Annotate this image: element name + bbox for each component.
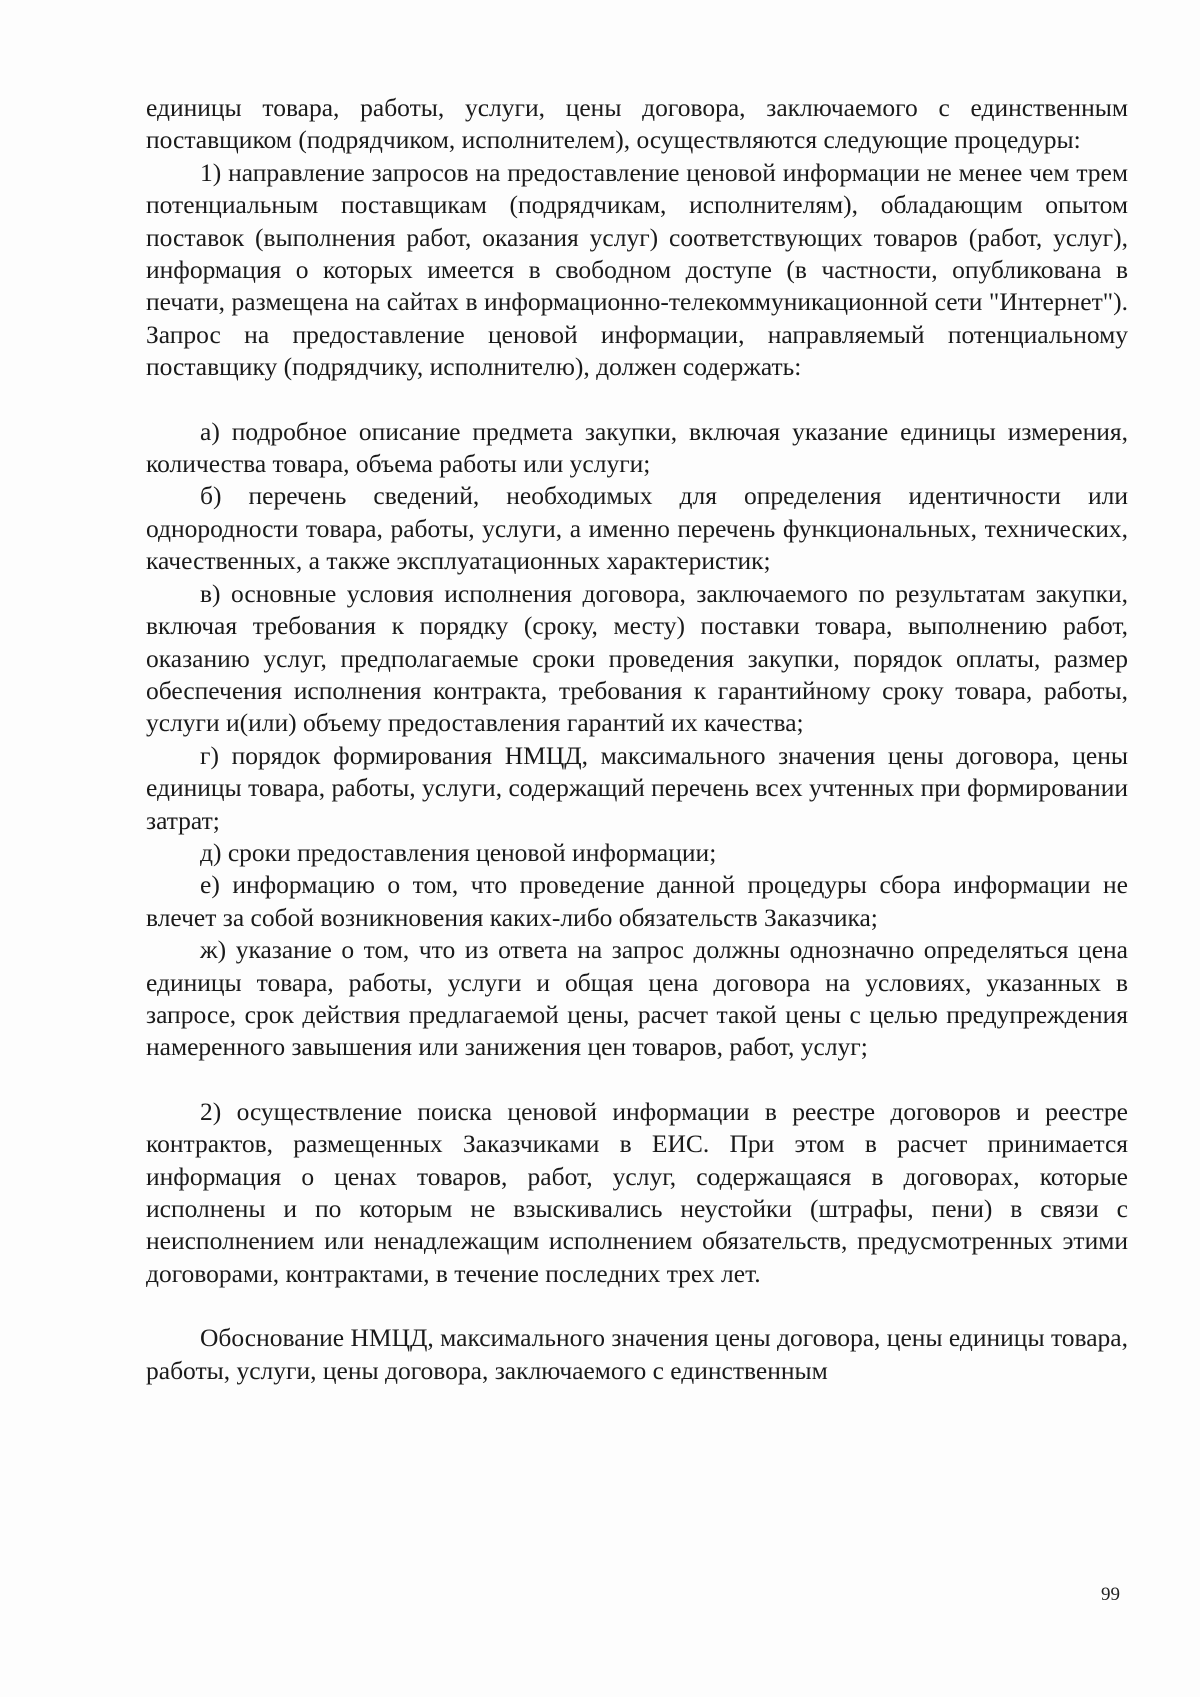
paragraph-subitem-zh: ж) указание о том, что из ответа на запрос должны однозначно определяться цена единицы товара, работы, услуги и общая цена договора на условиях, указанных в запросе, срок действия предлагаемой цены, расчет такой цены с целью предупреждения намеренного завышения или занижения цен товаров, работ, услуг; [146, 935, 1128, 1062]
page-number: 99 [1101, 1584, 1120, 1605]
paragraph-item-1: 1) направление запросов на предоставление ценовой информации не менее чем трем потенциальным поставщикам (подрядчикам, исполнителям), обладающим опытом поставок (выполнения работ, оказания услуг) соответствующих товаров (работ, услуг), информация о которых имеется в свободном доступе (в частности, опубликована в печати, размещена на сайтах в информационно-телекоммуникационной сети "Интернет"). Запрос на предоставление ценовой информации, направляемый потенциальному поставщику (подрядчику, исполнителю), должен содержать: [146, 157, 1128, 382]
paragraph-subitem-e: е) информацию о том, что проведение данной процедуры сбора информации не влечет за собой возникновения каких-либо обязательств Заказчика; [146, 870, 1128, 932]
document-body [146, 92, 1128, 1387]
paragraph-subitem-b: б) перечень сведений, необходимых для определения идентичности или однородности товара, работы, услуги, а именно перечень функциональных, технических, качественных, а также эксплуатационных характеристик; [146, 481, 1128, 576]
paragraph-subitem-a: а) подробное описание предмета закупки, включая указание единицы измерения, количества товара, объема работы или услуги; [146, 416, 1128, 479]
paragraph-subitem-v: в) основные условия исполнения договора, заключаемого по результатам закупки, включая требования к порядку (сроку, месту) поставки товара, выполнению работ, оказанию услуг, предполагаемые сроки проведения закупки, порядок оплаты, размер обеспечения исполнения контракта, требования к гарантийному сроку товара, работы, услуги и(или) объему предоставления гарантий их качества; [146, 578, 1128, 738]
paragraph-item-2: 2) осуществление поиска ценовой информации в реестре договоров и реестре контрактов, размещенных Заказчиками в ЕИС. При этом в расчет принимается информация о ценах товаров, работ, услуг, содержащаяся в договорах, которые исполнены и по которым не взыскивались неустойки (штрафы, пени) в связи с неисполнением или ненадлежащим исполнением обязательств, предусмотренных этими договорами, контрактами, в течение последних трех лет. [146, 1096, 1128, 1288]
paragraph-intro: единицы товара, работы, услуги, цены договора, заключаемого с единственным поставщиком (подрядчиком, исполнителем), осуществляются следующие процедуры: [146, 93, 1128, 155]
paragraph-justification: Обоснование НМЦД, максимального значения цены договора, цены единицы товара, работы, услуги, цены договора, заключаемого с единственным [146, 1323, 1128, 1385]
paragraph-subitem-g: г) порядок формирования НМЦД, максимального значения цены договора, цены единицы товара, работы, услуги, содержащий перечень всех учтенных при формировании затрат; [146, 740, 1128, 835]
paragraph-subitem-d: д) сроки предоставления ценовой информации; [200, 837, 717, 867]
